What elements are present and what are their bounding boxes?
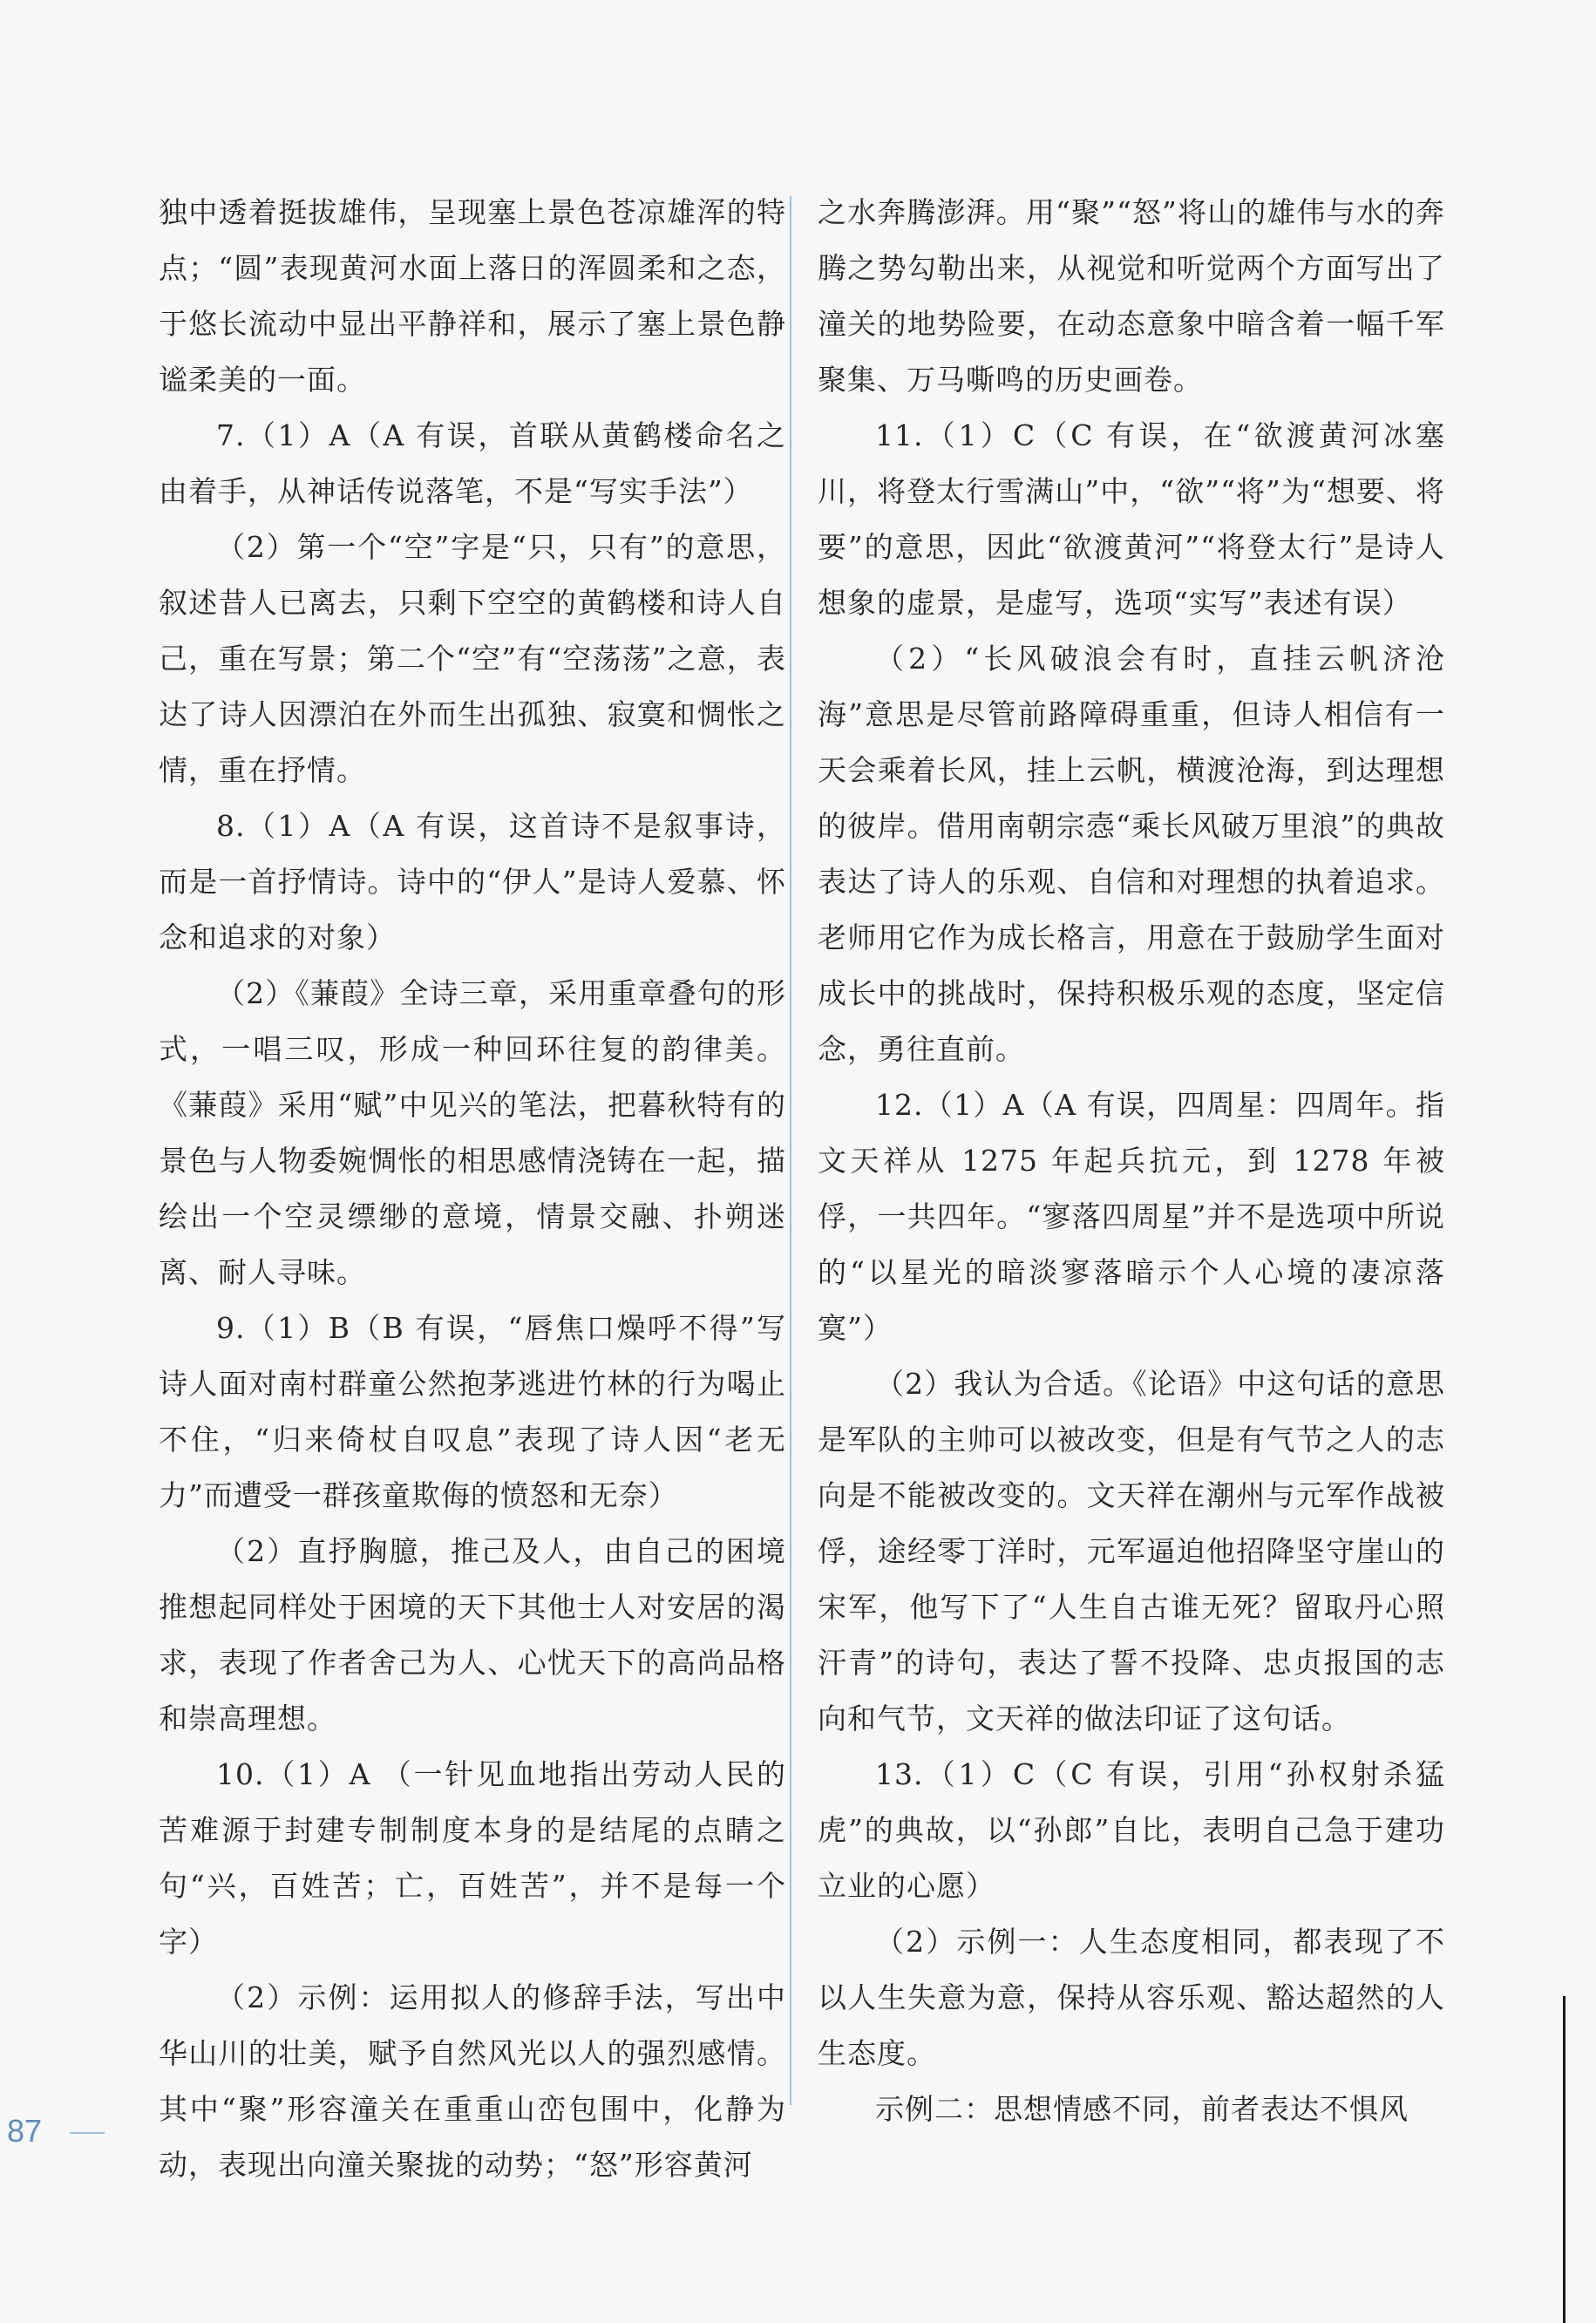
paragraph: （2）第一个“空”字是“只，只有”的意思，叙述昔人已离去，只剩下空空的黄鹤楼和诗人自己，重在写景；第二个“空”有“空荡荡”之意，表达了诗人因漂泊在外而生出孤独、寂寞和惆怅之情，重在抒情。 <box>159 530 786 787</box>
paragraph: 示例二：思想情感不同，前者表达不惧风 <box>875 2092 1409 2126</box>
paragraph: 12.（1）A（A 有误，四周星：四周年。指文天祥从 1275 年起兵抗元，到 1278 年被俘，一共四年。“寥落四周星”并不是选项中所说的“以星光的暗淡寥落暗示个人心境的凄凉落寞”） <box>818 1088 1445 1345</box>
paragraph: 独中透着挺拔雄伟，呈现塞上景色苍凉雄浑的特点；“圆”表现黄河水面上落日的浑圆柔和之态，于悠长流动中显出平静祥和，展示了塞上景色静谧柔美的一面。 <box>159 195 786 397</box>
page-number-rule <box>70 2132 105 2134</box>
paragraph: 13.（1）C（C 有误，引用“孙权射杀猛虎”的典故，以“孙郎”自比，表明自己急于建功立业的心愿） <box>818 1757 1445 1903</box>
column-divider <box>790 196 791 2105</box>
paragraph: 9.（1）B（B 有误，“唇焦口燥呼不得”写诗人面对南村群童公然抱茅逃进竹林的行为喝止不住，“归来倚杖自叹息”表现了诗人因“老无力”而遭受一群孩童欺侮的愤怒和无奈） <box>159 1311 786 1512</box>
paragraph: 7.（1）A（A 有误，首联从黄鹤楼命名之由着手，从神话传说落笔，不是“写实手法”） <box>159 418 786 508</box>
paragraph: （2）《蒹葭》全诗三章，采用重章叠句的形式，一唱三叹，形成一种回环往复的韵律美。《蒹葭》采用“赋”中见兴的笔法，把暮秋特有的景色与人物委婉惆怅的相思感情浇铸在一起，描绘出一个空灵缥缈的意境，情景交融、扑朔迷离、耐人寻味。 <box>159 976 786 1289</box>
paragraph: 11.（1）C（C 有误，在“欲渡黄河冰塞川，将登太行雪满山”中，“欲”“将”为“想要、将要”的意思，因此“欲渡黄河”“将登太行”是诗人想象的虚景，是虚写，选项“实写”表述有误） <box>818 418 1445 620</box>
right-column <box>818 185 1445 2137</box>
paragraph: （2）示例一：人生态度相同，都表现了不以人生失意为意，保持从容乐观、豁达超然的人生态度。 <box>818 1925 1445 2070</box>
paragraph: 之水奔腾澎湃。用“聚”“怒”将山的雄伟与水的奔腾之势勾勒出来，从视觉和听觉两个方面写出了潼关的地势险要，在动态意象中暗含着一幅千军聚集、万马嘶鸣的历史画卷。 <box>818 195 1445 397</box>
paragraph: （2）示例：运用拟人的修辞手法，写出中华山川的壮美，赋予自然风光以人的强烈感情。其中“聚”形容潼关在重重山峦包围中，化静为动，表现出向潼关聚拢的动势；“怒”形容黄河 <box>159 1980 786 2182</box>
paragraph: （2）“长风破浪会有时，直挂云帆济沧海”意思是尽管前路障碍重重，但诗人相信有一天会乘着长风，挂上云帆，横渡沧海，到达理想的彼岸。借用南朝宗悫“乘长风破万里浪”的典故表达了诗人的乐观、自信和对理想的执着追求。老师用它作为成长格言，用意在于鼓励学生面对成长中的挑战时，保持积极乐观的态度，坚定信念，勇往直前。 <box>818 642 1445 1066</box>
page-number: 87 <box>7 2113 43 2149</box>
left-column <box>159 185 786 2193</box>
paragraph: 10.（1）A （一针见血地指出劳动人民的苦难源于封建专制制度本身的是结尾的点睛之句“兴，百姓苦；亡，百姓苦”，并不是每一个字） <box>159 1757 786 1959</box>
paragraph: （2）我认为合适。《论语》中这句话的意思是军队的主帅可以被改变，但是有气节之人的志向是不能被改变的。文天祥在潮州与元军作战被俘，途经零丁洋时，元军逼迫他招降坚守崖山的宋军，他写下了“人生自古谁无死？留取丹心照汗青”的诗句，表达了誓不投降、忠贞报国的志向和气节，文天祥的做法印证了这句话。 <box>818 1367 1445 1735</box>
paragraph: （2）直抒胸臆，推己及人，由自己的困境推想起同样处于困境的天下其他士人对安居的渴求，表现了作者舍己为人、心忧天下的高尚品格和崇高理想。 <box>159 1534 786 1735</box>
scan-edge-line <box>1563 1996 1565 2323</box>
paragraph: 8.（1）A（A 有误，这首诗不是叙事诗，而是一首抒情诗。诗中的“伊人”是诗人爱慕、怀念和追求的对象） <box>159 809 786 954</box>
